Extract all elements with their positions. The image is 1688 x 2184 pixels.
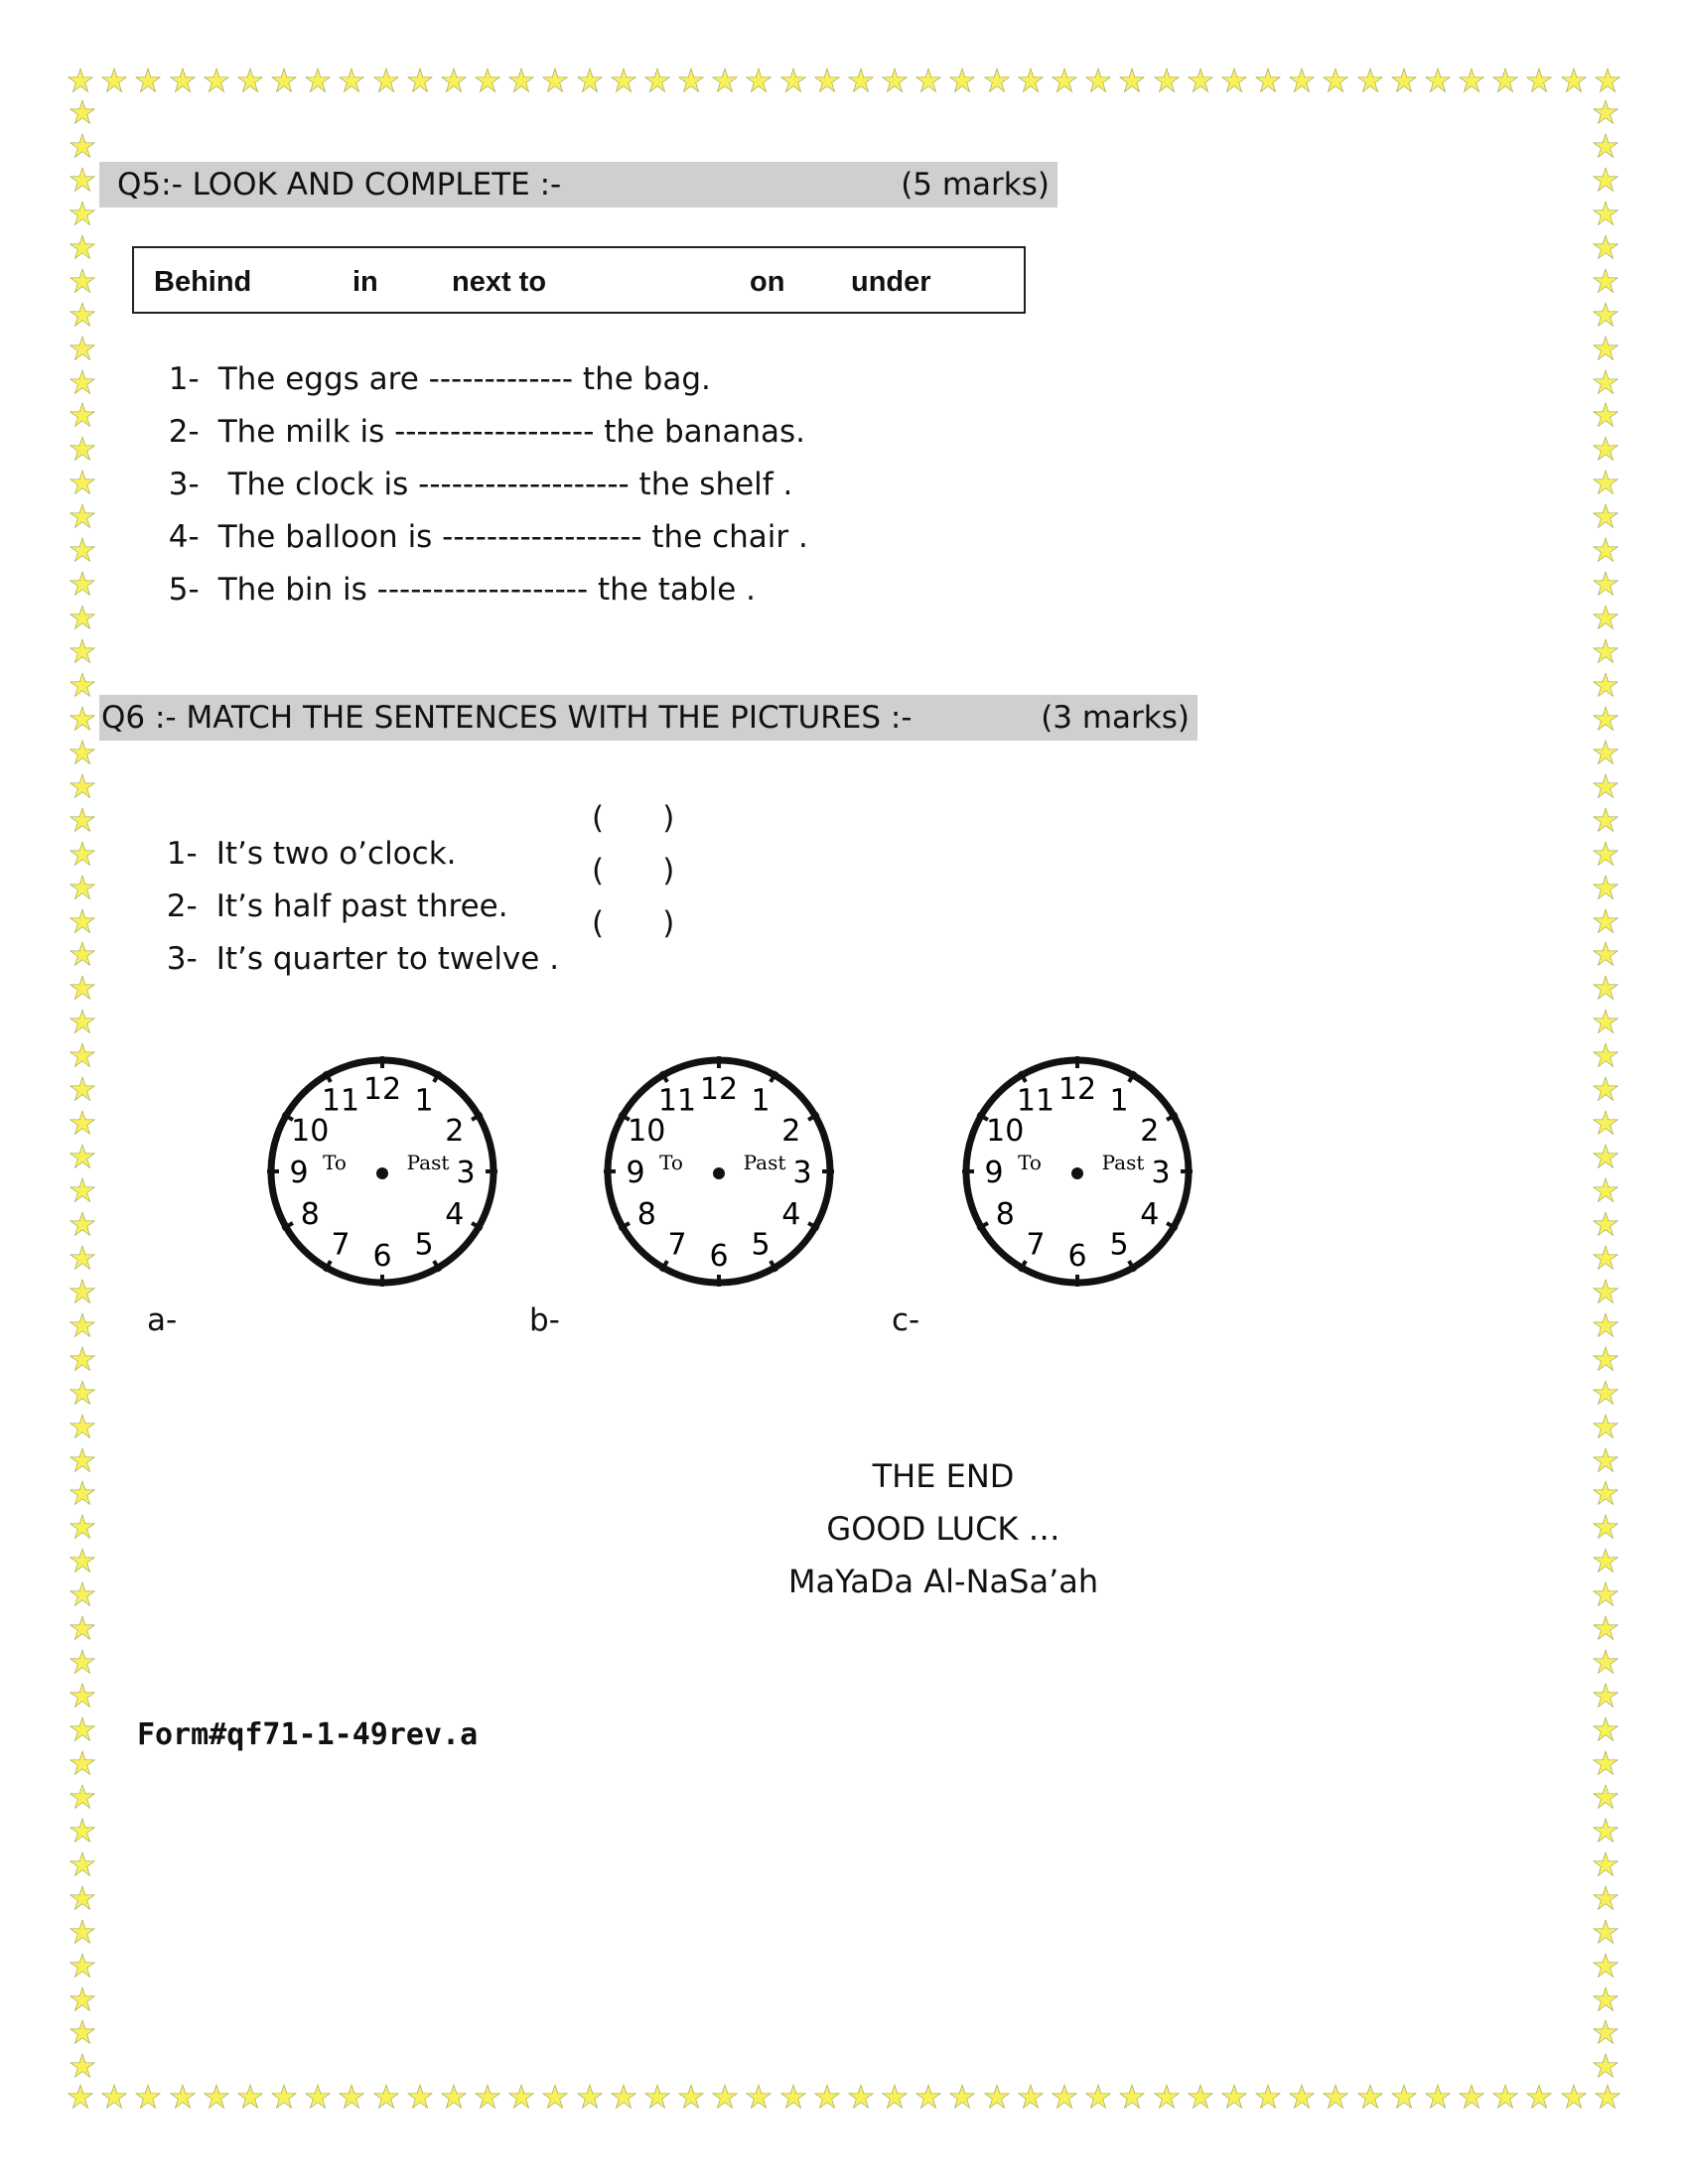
q5-sentence: 1- The eggs are ------------- the bag. xyxy=(168,361,711,397)
clock-number: 12 xyxy=(1057,1072,1097,1107)
star-icon xyxy=(204,2084,229,2110)
star-icon xyxy=(1119,68,1145,93)
star-icon xyxy=(70,1042,95,1068)
word-bank-item: Behind xyxy=(154,266,252,298)
star-icon xyxy=(70,470,95,495)
star-icon xyxy=(1593,1548,1618,1573)
star-icon xyxy=(1119,2084,1145,2110)
star-icon xyxy=(339,68,364,93)
star-icon xyxy=(1593,2019,1618,2045)
clock-face-c xyxy=(958,1052,1196,1291)
star-icon xyxy=(814,2084,840,2110)
star-icon xyxy=(1593,503,1618,529)
clock-number: 7 xyxy=(1026,1227,1046,1263)
star-icon xyxy=(1052,68,1077,93)
star-icon xyxy=(1593,841,1618,867)
star-icon xyxy=(70,1649,95,1675)
star-icon xyxy=(1154,68,1180,93)
star-icon xyxy=(1188,68,1213,93)
star-icon xyxy=(101,2084,127,2110)
star-icon xyxy=(1221,68,1247,93)
star-icon xyxy=(1289,68,1315,93)
star-icon xyxy=(70,201,95,226)
star-icon xyxy=(678,2084,704,2110)
star-icon xyxy=(70,436,95,462)
q6-header xyxy=(99,695,1197,741)
star-icon xyxy=(1593,875,1618,900)
star-icon xyxy=(70,268,95,294)
clock-number: 1 xyxy=(751,1083,771,1119)
star-icon xyxy=(70,638,95,664)
star-icon xyxy=(70,1953,95,1979)
star-icon xyxy=(70,1986,95,2012)
star-icon xyxy=(70,706,95,732)
star-icon xyxy=(1593,1851,1618,1877)
star-icon xyxy=(1593,1514,1618,1540)
star-icon xyxy=(70,1784,95,1810)
word-bank xyxy=(132,246,1026,314)
star-icon xyxy=(271,68,297,93)
clock-number: 1 xyxy=(414,1083,434,1119)
q6-sentence: 3- It’s quarter to twelve . xyxy=(166,941,560,977)
star-icon xyxy=(746,68,772,93)
star-icon xyxy=(1188,2084,1213,2110)
star-icon xyxy=(70,1548,95,1573)
star-icon xyxy=(70,672,95,698)
star-icon xyxy=(204,68,229,93)
star-icon xyxy=(1593,1885,1618,1911)
star-icon xyxy=(70,571,95,597)
star-icon xyxy=(1593,908,1618,934)
clock-face-a xyxy=(263,1052,501,1291)
star-icon xyxy=(1593,268,1618,294)
star-icon xyxy=(1593,1245,1618,1271)
q6-marks: (3 marks) xyxy=(1041,700,1190,736)
star-icon xyxy=(70,1346,95,1372)
star-icon xyxy=(1018,68,1044,93)
clock-number: 4 xyxy=(445,1197,465,1232)
star-icon xyxy=(1593,941,1618,967)
star-icon xyxy=(542,2084,568,2110)
star-icon xyxy=(305,68,331,93)
star-icon xyxy=(237,68,263,93)
star-icon xyxy=(70,234,95,260)
star-icon xyxy=(1593,302,1618,328)
star-icon xyxy=(746,2084,772,2110)
clock-number: 5 xyxy=(751,1227,771,1263)
star-icon xyxy=(70,1211,95,1237)
star-icon xyxy=(1593,1986,1618,2012)
q6-title: Q6 :- MATCH THE SENTENCES WITH THE PICTURES :- xyxy=(101,700,913,736)
star-icon xyxy=(1052,2084,1077,2110)
star-icon xyxy=(1593,1750,1618,1776)
clock-number: 7 xyxy=(667,1227,687,1263)
star-icon xyxy=(1492,2084,1518,2110)
clock-past-label: Past xyxy=(743,1151,786,1174)
star-icon xyxy=(70,1851,95,1877)
star-icon xyxy=(1526,68,1552,93)
clock-center-dot xyxy=(713,1167,725,1179)
word-bank-item: next to xyxy=(452,266,547,298)
star-icon xyxy=(1561,68,1587,93)
star-icon xyxy=(542,68,568,93)
clock-number: 10 xyxy=(628,1114,666,1149)
star-icon xyxy=(678,68,704,93)
star-icon xyxy=(70,1716,95,1742)
star-icon xyxy=(1593,975,1618,1001)
q5-sentence: 5- The bin is ------------------- the table . xyxy=(168,572,756,608)
star-icon xyxy=(1593,1177,1618,1203)
star-icon xyxy=(1593,1009,1618,1034)
star-icon xyxy=(70,1245,95,1271)
clock-number: 5 xyxy=(1109,1227,1129,1263)
star-icon xyxy=(70,773,95,799)
clock-number: 8 xyxy=(995,1197,1015,1232)
star-icon xyxy=(1593,1279,1618,1304)
q5-sentence: 2- The milk is ------------------ the bananas. xyxy=(168,414,805,450)
clock-number: 3 xyxy=(792,1156,812,1190)
q5-sentence: 4- The balloon is ------------------ the chair . xyxy=(168,519,808,555)
star-icon xyxy=(1593,1615,1618,1641)
star-icon xyxy=(70,369,95,395)
star-icon xyxy=(1459,2084,1484,2110)
star-icon xyxy=(1593,807,1618,833)
clock-number: 6 xyxy=(709,1239,729,1274)
clock-number: 10 xyxy=(291,1114,330,1149)
star-icon xyxy=(1593,1110,1618,1136)
star-icon xyxy=(1593,1953,1618,1979)
star-icon xyxy=(70,841,95,867)
star-border-top xyxy=(68,66,1620,95)
star-icon xyxy=(70,1009,95,1034)
clock-number: 6 xyxy=(372,1239,392,1274)
star-icon xyxy=(882,2084,908,2110)
star-border-right xyxy=(1591,99,1620,2080)
star-icon xyxy=(70,740,95,765)
star-icon xyxy=(70,133,95,159)
star-icon xyxy=(1593,167,1618,193)
star-icon xyxy=(1018,2084,1044,2110)
star-icon xyxy=(1425,68,1451,93)
clock-number: 8 xyxy=(300,1197,320,1232)
clock-center-dot xyxy=(376,1167,388,1179)
star-icon xyxy=(407,68,433,93)
star-icon xyxy=(1593,571,1618,597)
star-icon xyxy=(70,99,95,125)
star-icon xyxy=(1221,2084,1247,2110)
star-icon xyxy=(1593,369,1618,395)
star-icon xyxy=(70,537,95,563)
clock-number: 11 xyxy=(657,1083,697,1119)
clock-number: 1 xyxy=(1109,1083,1129,1119)
star-icon xyxy=(70,1177,95,1203)
star-icon xyxy=(339,2084,364,2110)
star-icon xyxy=(1593,1784,1618,1810)
star-icon xyxy=(1593,672,1618,698)
star-icon xyxy=(70,1110,95,1136)
star-icon xyxy=(70,1885,95,1911)
star-icon xyxy=(1593,436,1618,462)
star-icon xyxy=(915,68,941,93)
star-icon xyxy=(101,68,127,93)
star-icon xyxy=(135,2084,161,2110)
star-icon xyxy=(949,2084,975,2110)
clock-number: 12 xyxy=(362,1072,402,1107)
star-icon xyxy=(68,2084,93,2110)
clock-past-label: Past xyxy=(406,1151,450,1174)
star-icon xyxy=(135,68,161,93)
closing-author: MaYaDa Al-NaSa’ah xyxy=(787,1563,1099,1600)
star-icon xyxy=(70,302,95,328)
clock-number: 3 xyxy=(456,1156,476,1190)
star-icon xyxy=(1593,1480,1618,1506)
star-icon xyxy=(1593,1649,1618,1675)
star-icon xyxy=(1593,2053,1618,2079)
star-icon xyxy=(70,503,95,529)
star-icon xyxy=(475,68,500,93)
clock-number: 8 xyxy=(636,1197,656,1232)
star-icon xyxy=(1593,336,1618,361)
closing-good-luck: GOOD LUCK … xyxy=(826,1510,1060,1548)
star-icon xyxy=(611,2084,636,2110)
word-bank-item: in xyxy=(352,266,378,298)
clock-number: 7 xyxy=(331,1227,351,1263)
star-icon xyxy=(1595,68,1620,93)
star-icon xyxy=(70,807,95,833)
star-icon xyxy=(441,2084,467,2110)
q5-title: Q5:- LOOK AND COMPLETE :- xyxy=(117,167,562,203)
star-icon xyxy=(70,1581,95,1607)
clock-number: 9 xyxy=(289,1156,309,1190)
q5-marks: (5 marks) xyxy=(901,167,1050,203)
star-icon xyxy=(1323,2084,1348,2110)
star-icon xyxy=(1593,1716,1618,1742)
star-icon xyxy=(1593,1346,1618,1372)
star-icon xyxy=(70,941,95,967)
closing-the-end: THE END xyxy=(872,1457,1015,1495)
star-icon xyxy=(373,68,399,93)
clock-past-label: Past xyxy=(1101,1151,1145,1174)
star-border-left xyxy=(68,99,97,2080)
star-icon xyxy=(70,1615,95,1641)
star-icon xyxy=(271,2084,297,2110)
star-icon xyxy=(1593,1076,1618,1102)
star-icon xyxy=(949,68,975,93)
star-icon xyxy=(1593,706,1618,732)
star-icon xyxy=(1492,68,1518,93)
word-bank-item: on xyxy=(750,266,785,298)
clock-number: 12 xyxy=(699,1072,739,1107)
star-icon xyxy=(70,1514,95,1540)
star-icon xyxy=(1255,2084,1281,2110)
star-icon xyxy=(644,2084,670,2110)
clock-number: 9 xyxy=(984,1156,1004,1190)
star-icon xyxy=(70,1279,95,1304)
star-icon xyxy=(1593,402,1618,428)
star-icon xyxy=(1085,2084,1111,2110)
q6-sentence: 2- It’s half past three. xyxy=(166,888,508,924)
star-icon xyxy=(373,2084,399,2110)
star-icon xyxy=(70,2019,95,2045)
star-icon xyxy=(712,2084,738,2110)
clock-label-a: a- xyxy=(147,1302,178,1338)
star-icon xyxy=(70,1683,95,1708)
star-icon xyxy=(1593,773,1618,799)
star-icon xyxy=(644,68,670,93)
star-icon xyxy=(1593,470,1618,495)
clock-number: 9 xyxy=(626,1156,645,1190)
star-icon xyxy=(68,68,93,93)
star-icon xyxy=(1593,1818,1618,1843)
star-icon xyxy=(1593,1919,1618,1945)
clock-face-b xyxy=(600,1052,838,1291)
star-icon xyxy=(1593,638,1618,664)
star-icon xyxy=(1595,2084,1620,2110)
star-icon xyxy=(712,68,738,93)
star-icon xyxy=(70,1312,95,1338)
star-icon xyxy=(1593,537,1618,563)
star-icon xyxy=(814,68,840,93)
clock-number: 11 xyxy=(321,1083,360,1119)
star-icon xyxy=(70,336,95,361)
star-icon xyxy=(70,2053,95,2079)
match-blank[interactable]: ( ) xyxy=(592,800,675,836)
star-icon xyxy=(237,2084,263,2110)
star-icon xyxy=(70,1480,95,1506)
star-icon xyxy=(1526,2084,1552,2110)
form-code: Form#qf71-1-49rev.a xyxy=(137,1717,479,1752)
clock-number: 6 xyxy=(1067,1239,1087,1274)
star-icon xyxy=(984,68,1010,93)
star-icon xyxy=(70,1414,95,1439)
star-icon xyxy=(70,167,95,193)
star-icon xyxy=(915,2084,941,2110)
star-icon xyxy=(70,975,95,1001)
star-icon xyxy=(70,1076,95,1102)
star-icon xyxy=(1593,1042,1618,1068)
q6-sentence: 1- It’s two o’clock. xyxy=(166,836,457,872)
star-icon xyxy=(1391,2084,1417,2110)
star-icon xyxy=(577,2084,603,2110)
star-icon xyxy=(1593,1380,1618,1406)
star-icon xyxy=(1593,1683,1618,1708)
star-icon xyxy=(508,68,534,93)
star-icon xyxy=(1593,740,1618,765)
clock-to-label: To xyxy=(323,1151,347,1174)
star-icon xyxy=(577,68,603,93)
star-icon xyxy=(1593,1581,1618,1607)
star-icon xyxy=(1593,1211,1618,1237)
star-icon xyxy=(170,68,196,93)
q5-header xyxy=(99,162,1057,207)
star-icon xyxy=(1085,68,1111,93)
star-icon xyxy=(70,1380,95,1406)
clock-number: 11 xyxy=(1016,1083,1055,1119)
star-icon xyxy=(1593,605,1618,630)
clock-number: 4 xyxy=(781,1197,801,1232)
clock-number: 2 xyxy=(445,1114,465,1149)
star-icon xyxy=(1459,68,1484,93)
star-icon xyxy=(848,68,874,93)
star-icon xyxy=(848,2084,874,2110)
star-icon xyxy=(1593,99,1618,125)
star-icon xyxy=(780,2084,806,2110)
match-blank[interactable]: ( ) xyxy=(592,853,675,888)
star-icon xyxy=(70,605,95,630)
star-icon xyxy=(1289,2084,1315,2110)
star-icon xyxy=(70,908,95,934)
star-icon xyxy=(70,402,95,428)
star-icon xyxy=(70,1818,95,1843)
clock-number: 3 xyxy=(1151,1156,1171,1190)
clock-to-label: To xyxy=(659,1151,683,1174)
star-border-bottom xyxy=(68,2082,1620,2112)
match-blank[interactable]: ( ) xyxy=(592,905,675,941)
clock-number: 2 xyxy=(781,1114,801,1149)
star-icon xyxy=(407,2084,433,2110)
star-icon xyxy=(1593,1414,1618,1439)
star-icon xyxy=(1323,68,1348,93)
star-icon xyxy=(70,1447,95,1473)
star-icon xyxy=(1593,1144,1618,1169)
star-icon xyxy=(305,2084,331,2110)
star-icon xyxy=(1425,2084,1451,2110)
star-icon xyxy=(70,875,95,900)
star-icon xyxy=(1357,68,1383,93)
star-icon xyxy=(441,68,467,93)
star-icon xyxy=(1593,1447,1618,1473)
star-icon xyxy=(1593,1312,1618,1338)
star-icon xyxy=(70,1750,95,1776)
star-icon xyxy=(780,68,806,93)
clock-label-c: c- xyxy=(892,1302,920,1338)
clock-center-dot xyxy=(1071,1167,1083,1179)
clock-number: 2 xyxy=(1140,1114,1160,1149)
star-icon xyxy=(1154,2084,1180,2110)
star-icon xyxy=(70,1144,95,1169)
star-icon xyxy=(1255,68,1281,93)
q5-sentence: 3- The clock is ------------------- the shelf . xyxy=(168,467,793,502)
clock-to-label: To xyxy=(1018,1151,1042,1174)
word-bank-item: under xyxy=(851,266,931,298)
star-icon xyxy=(882,68,908,93)
star-icon xyxy=(611,68,636,93)
star-icon xyxy=(70,1919,95,1945)
star-icon xyxy=(508,2084,534,2110)
star-icon xyxy=(984,2084,1010,2110)
clock-number: 4 xyxy=(1140,1197,1160,1232)
star-icon xyxy=(1593,133,1618,159)
star-icon xyxy=(1593,234,1618,260)
clock-number: 5 xyxy=(414,1227,434,1263)
star-icon xyxy=(1391,68,1417,93)
star-icon xyxy=(1357,2084,1383,2110)
star-icon xyxy=(475,2084,500,2110)
star-icon xyxy=(1561,2084,1587,2110)
star-icon xyxy=(1593,201,1618,226)
star-icon xyxy=(170,2084,196,2110)
clock-number: 10 xyxy=(986,1114,1025,1149)
clock-label-b: b- xyxy=(529,1302,560,1338)
